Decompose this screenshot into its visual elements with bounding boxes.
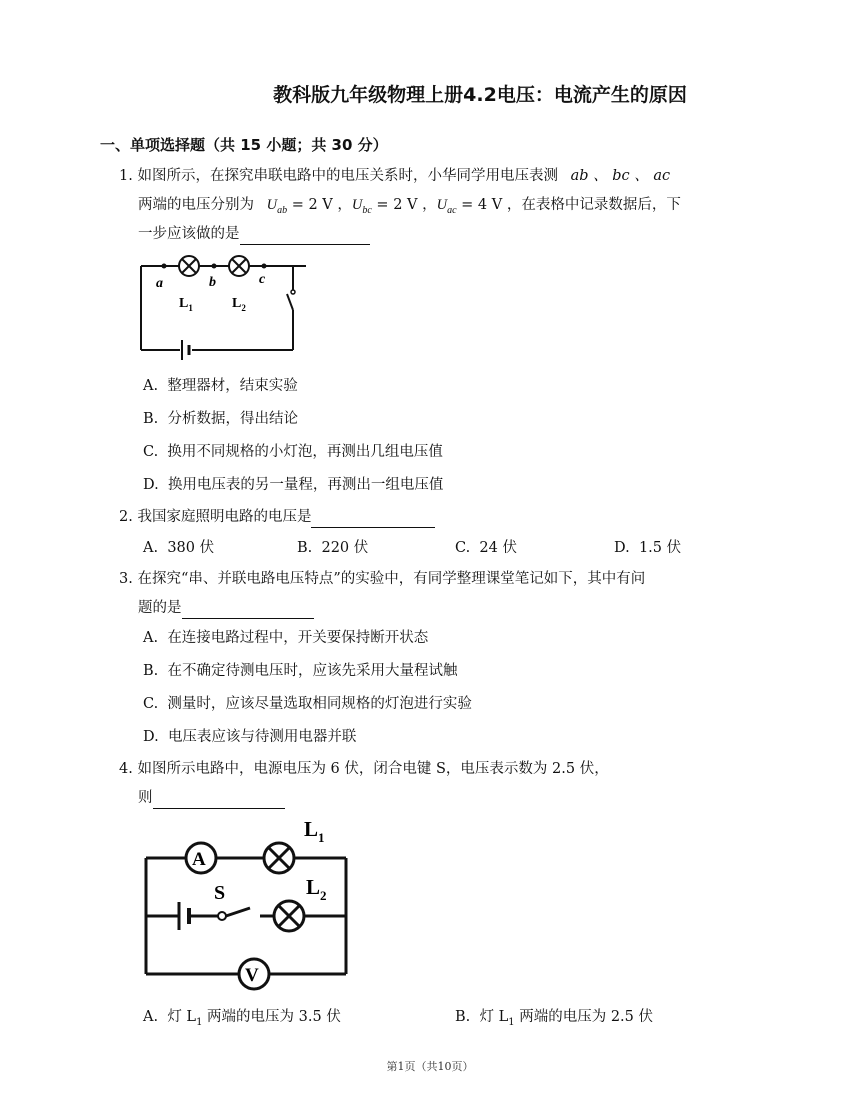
lamp-l2-label: $L_2$ — [306, 875, 327, 903]
question-4-line2 — [138, 787, 285, 809]
q2-option-c[interactable]: C. 24 伏 — [455, 540, 517, 556]
voltage-equations: $U_{ab} = 2$ V ，$U_{bc} = 2$ V ，$U_{ac} = 4$ V — [266, 197, 507, 216]
point-b-label: b — [209, 275, 216, 290]
q4-option-a[interactable]: A. 灯 $L_1$ 两端的电压为 3.5 伏 — [143, 1009, 341, 1028]
question-2 — [119, 506, 435, 528]
question-1-line1 — [119, 165, 670, 187]
question-1-line2 — [138, 194, 681, 222]
q1-option-c[interactable]: C. 换用不同规格的小灯泡，再测出几组电压值 — [143, 444, 443, 460]
parallel-circuit-diagram — [138, 812, 358, 994]
question-text: 如图所示电路中，电源电压为 6 伏，闭合电键 S，电压表示数为 2.5 伏， — [137, 761, 609, 777]
answer-blank[interactable] — [311, 511, 435, 528]
question-text: 在探究“串、并联电路电压特点”的实验中，有同学整理课堂笔记如下，其中有问 — [137, 571, 646, 587]
q4-option-b[interactable]: B. 灯 $L_1$ 两端的电压为 2.5 伏 — [455, 1009, 653, 1028]
q1-option-a[interactable]: A. 整理器材，结束实验 — [143, 378, 298, 394]
question-3-line1 — [119, 568, 645, 590]
q1-option-b[interactable]: B. 分析数据，得出结论 — [143, 411, 298, 427]
question-text: 我国家庭照明电路的电压是 — [137, 509, 312, 525]
q3-option-d[interactable]: D. 电压表应该与待测用电器并联 — [143, 729, 357, 745]
q2-option-a[interactable]: A. 380 伏 — [143, 540, 215, 556]
q3-option-a[interactable]: A. 在连接电路过程中，开关要保持断开状态 — [143, 630, 429, 646]
question-number: 3. — [119, 571, 133, 587]
answer-blank[interactable] — [240, 228, 370, 245]
question-text: 一步应该做的是 — [138, 226, 240, 242]
question-number: 1. — [119, 168, 133, 184]
question-text: 则 — [138, 790, 153, 806]
q2-option-d[interactable]: D. 1.5 伏 — [614, 540, 682, 556]
point-a-label: a — [156, 276, 163, 291]
question-1-line3 — [138, 223, 370, 245]
svg-text:A: A — [192, 849, 206, 870]
svg-text:V: V — [245, 965, 259, 986]
lamp-l1-icon — [179, 256, 199, 276]
question-vars: ab 、 bc 、 ac — [570, 168, 671, 184]
question-number: 4. — [119, 761, 133, 777]
question-text: ，在表格中记录数据后，下 — [506, 197, 681, 213]
page-footer: 第1页（共10页） — [386, 1060, 474, 1073]
point-c-label: c — [259, 272, 266, 287]
question-text: 如图所示，在探究串联电路中的电压关系时，小华同学用电压表测 — [137, 168, 558, 184]
question-4-line1 — [119, 758, 609, 780]
lamp-l2-label: $L_2$ — [232, 296, 246, 313]
question-text: 题的是 — [138, 600, 182, 616]
lamp-l1-label: $L_1$ — [304, 817, 325, 845]
series-circuit-diagram — [138, 252, 306, 360]
lamp-l2-icon — [229, 256, 249, 276]
question-text: 两端的电压分别为 — [138, 197, 254, 213]
answer-blank[interactable] — [182, 602, 314, 619]
page-title: 教科版九年级物理上册4.2电压：电流产生的原因 — [273, 84, 687, 106]
ammeter-icon — [186, 843, 216, 873]
lamp-l2-icon — [274, 901, 304, 931]
question-number: 2. — [119, 509, 133, 525]
question-3-line2 — [138, 597, 314, 619]
q3-option-b[interactable]: B. 在不确定待测电压时，应该先采用大量程试触 — [143, 663, 458, 679]
section-heading: 一、单项选择题（共 15 小题；共 30 分） — [100, 136, 388, 154]
answer-blank[interactable] — [153, 792, 285, 809]
switch-s-label: S — [214, 882, 226, 904]
q2-option-b[interactable]: B. 220 伏 — [297, 540, 369, 556]
q3-option-c[interactable]: C. 测量时，应该尽量选取相同规格的灯泡进行实验 — [143, 696, 472, 712]
q1-option-d[interactable]: D. 换用电压表的另一量程，再测出一组电压值 — [143, 477, 444, 493]
lamp-l1-label: $L_1$ — [179, 296, 193, 313]
lamp-l1-icon — [264, 843, 294, 873]
voltmeter-icon — [239, 959, 269, 989]
